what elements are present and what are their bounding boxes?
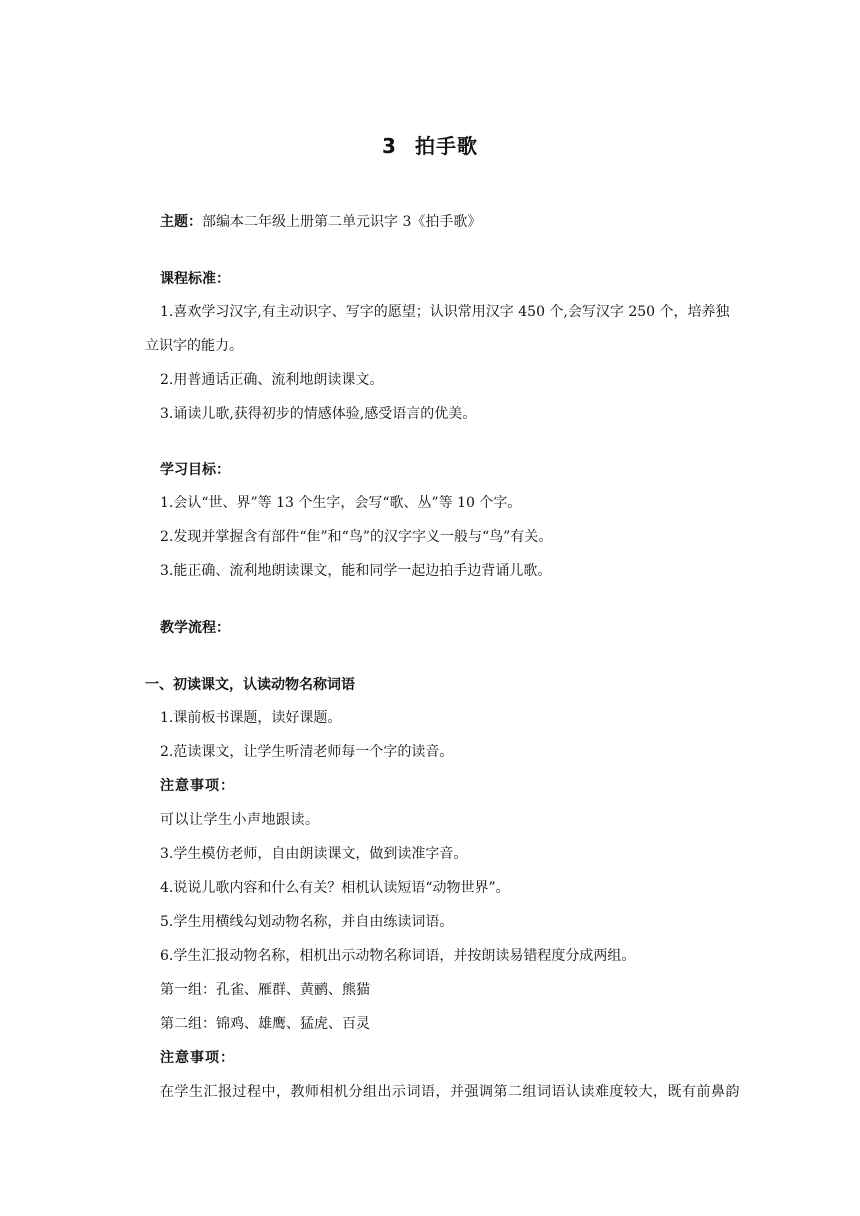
lesson-title: 拍手歌 — [414, 134, 478, 158]
topic-line — [160, 212, 481, 232]
note-2-text: 在学生汇报过程中，教师相机分组出示词语，并强调第二组词语认读难度较大，既有前鼻韵 — [160, 1084, 740, 1100]
standard-item-3: 3.诵读儿歌,获得初步的情感体验,感受语言的优美。 — [160, 406, 477, 422]
page-title — [0, 130, 860, 159]
goal-item-2: 2.发现并掌握含有部件“隹”和“鸟”的汉字字义一般与“鸟”有关。 — [160, 529, 553, 545]
process-heading: 教学流程： — [160, 620, 230, 636]
process-step-1: 1.课前板书课题，读好课题。 — [160, 710, 342, 726]
goals-heading: 学习目标： — [160, 462, 230, 478]
note-1-text: 可以让学生小声地跟读。 — [160, 812, 320, 828]
standards-heading: 课程标准： — [160, 271, 230, 287]
section-1-heading: 一、初读课文，认读动物名称词语 — [145, 677, 355, 693]
goal-item-3: 3.能正确、流利地朗读课文，能和同学一起边拍手边背诵儿歌。 — [160, 563, 552, 579]
process-step-4: 4.说说儿歌内容和什么有关？相机认读短语“动物世界”。 — [160, 880, 510, 896]
word-group-2: 第二组：锦鸡、雄鹰、猛虎、百灵 — [160, 1016, 370, 1032]
standard-item-1-cont: 立识字的能力。 — [145, 338, 243, 354]
process-step-3: 3.学生模仿老师，自由朗读课文，做到读准字音。 — [160, 846, 468, 862]
word-group-1: 第一组：孔雀、雁群、黄鹂、熊猫 — [160, 982, 370, 998]
note-1-heading: 注意事项： — [160, 778, 235, 794]
note-2-heading: 注意事项： — [160, 1050, 235, 1066]
process-step-2: 2.范读课文，让学生听清老师每一个字的读音。 — [160, 744, 454, 760]
topic-label: 主题： — [160, 214, 202, 230]
topic-text: 部编本二年级上册第二单元识字 3《拍手歌》 — [202, 214, 482, 230]
process-step-5: 5.学生用横线勾划动物名称，并自由练读词语。 — [160, 914, 454, 930]
goal-item-1: 1.会认“世、界”等 13 个生字，会写“歌、丛”等 10 个字。 — [160, 495, 522, 511]
lesson-number: 3 — [382, 134, 397, 158]
standard-item-2: 2.用普通话正确、流利地朗读课文。 — [160, 372, 384, 388]
standard-item-1: 1.喜欢学习汉字,有主动识字、写字的愿望；认识常用汉字 450 个,会写汉字 250 个，培养独 — [160, 304, 730, 320]
process-step-6: 6.学生汇报动物名称，相机出示动物名称词语，并按朗读易错程度分成两组。 — [160, 948, 636, 964]
